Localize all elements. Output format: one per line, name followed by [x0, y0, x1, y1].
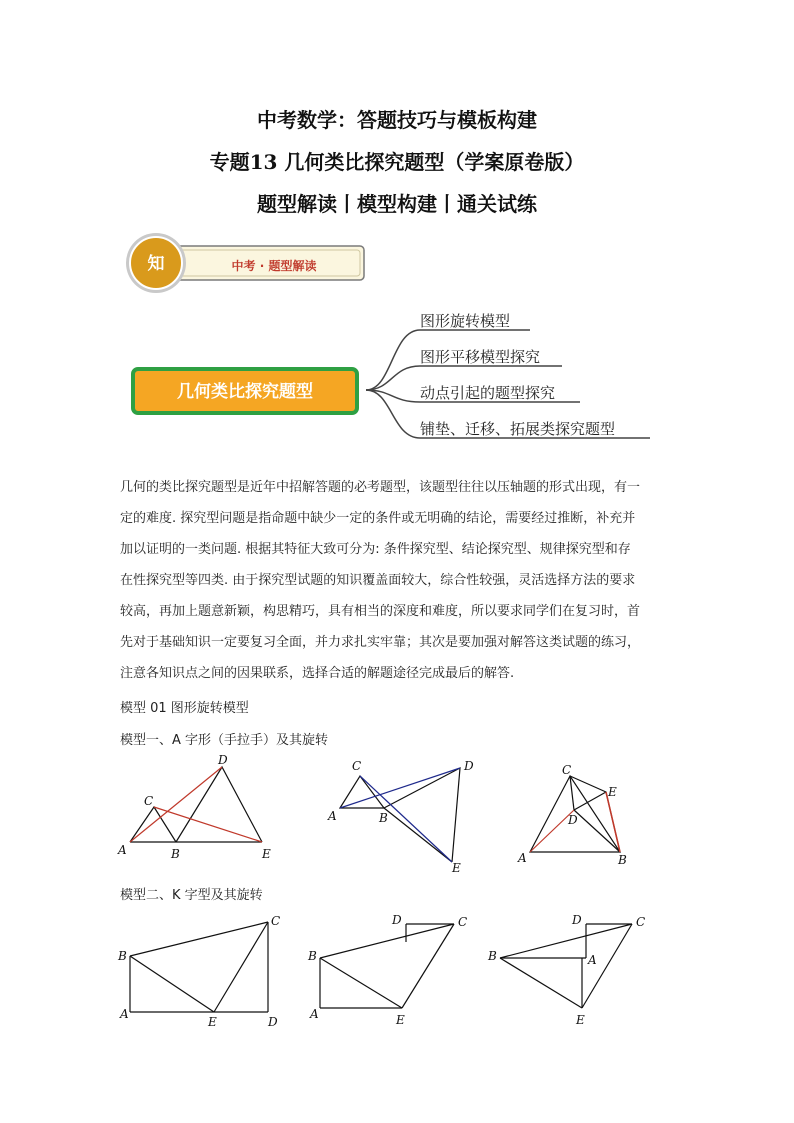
badge-label: 中考 · 题型解读 — [231, 259, 317, 273]
label-B: B — [618, 853, 627, 867]
intro-line: 较高，再加上题意新颖，构思精巧，具有相当的深度和难度，所以要求同学们在复习时，首 — [120, 604, 641, 619]
mindmap-branch-4: 铺垫、迁移、拓展类探究题型 — [420, 420, 616, 438]
figure-a1 — [110, 750, 290, 865]
section-badge — [124, 232, 374, 296]
intro-line: 注意各知识点之间的因果联系，选择合适的解题途径完成最后的解答. — [120, 666, 515, 681]
doc-title-line3: 题型解读丨模型构建丨通关试练 — [257, 192, 537, 216]
label-C: C — [144, 794, 154, 808]
label-B: B — [171, 847, 180, 861]
label-B: B — [118, 949, 127, 963]
model-a-heading: 模型一、A 字形（手拉手）及其旋转 — [120, 733, 329, 748]
label-C: C — [562, 763, 572, 777]
intro-line: 加以证明的一类问题. 根据其特征大致可分为: 条件探究型、结论探究型、规律探究型和存 — [120, 542, 631, 557]
intro-line: 先对于基础知识一定要复习全面，并力求扎实牢靠；其次是要加强对解答这类试题的练习， — [120, 635, 641, 650]
intro-line: 在性探究型等四类. 由于探究型试题的知识覆盖面较大，综合性较强，灵活选择方法的要求 — [120, 573, 636, 588]
label-B: B — [379, 811, 388, 825]
label-E: E — [262, 847, 271, 861]
label-D: D — [392, 913, 402, 927]
badge-icon-char: 知 — [147, 254, 165, 274]
label-E: E — [576, 1013, 585, 1027]
label-A: A — [118, 843, 127, 857]
label-D: D — [572, 913, 582, 927]
doc-title-line2: 专题13 几何类比探究题型（学案原卷版） — [209, 150, 585, 174]
figure-k3 — [482, 908, 662, 1032]
label-A: A — [310, 1007, 319, 1021]
label-E: E — [396, 1013, 405, 1027]
figure-k1 — [112, 910, 292, 1032]
mindmap-branch-1: 图形旋转模型 — [420, 312, 511, 330]
label-D: D — [268, 1015, 278, 1029]
label-A: A — [588, 953, 597, 967]
model01-heading: 模型 01 图形旋转模型 — [120, 701, 249, 716]
label-C: C — [271, 914, 281, 928]
label-C: C — [352, 759, 362, 773]
figure-a3 — [510, 760, 630, 870]
mindmap-branch-3: 动点引起的题型探究 — [420, 384, 556, 402]
model-k-heading: 模型二、K 字型及其旋转 — [120, 888, 263, 903]
label-D: D — [464, 759, 474, 773]
label-B: B — [308, 949, 317, 963]
label-A: A — [518, 851, 527, 865]
figure-k2 — [302, 908, 482, 1032]
label-E: E — [452, 861, 461, 875]
label-B: B — [488, 949, 497, 963]
mindmap-center: 几何类比探究题型 — [177, 382, 313, 402]
label-E: E — [208, 1015, 217, 1029]
label-A: A — [120, 1007, 129, 1021]
label-C: C — [636, 915, 646, 929]
label-C: C — [458, 915, 468, 929]
label-E: E — [608, 785, 617, 799]
intro-paragraph — [120, 472, 680, 689]
figure-a2 — [320, 750, 490, 875]
mindmap-branch-2: 图形平移模型探究 — [420, 348, 541, 366]
doc-title-line1: 中考数学：答题技巧与模板构建 — [257, 108, 537, 132]
label-D: D — [218, 753, 228, 767]
intro-line: 定的难度. 探究型问题是指命题中缺少一定的条件或无明确的结论，需要经过推断，补充并 — [120, 511, 636, 526]
label-D: D — [568, 813, 578, 827]
mindmap — [130, 306, 670, 456]
intro-line: 几何的类比探究题型是近年中招解答题的必考题型，该题型往往以压轴题的形式出现，有一 — [120, 480, 641, 495]
label-A: A — [328, 809, 337, 823]
